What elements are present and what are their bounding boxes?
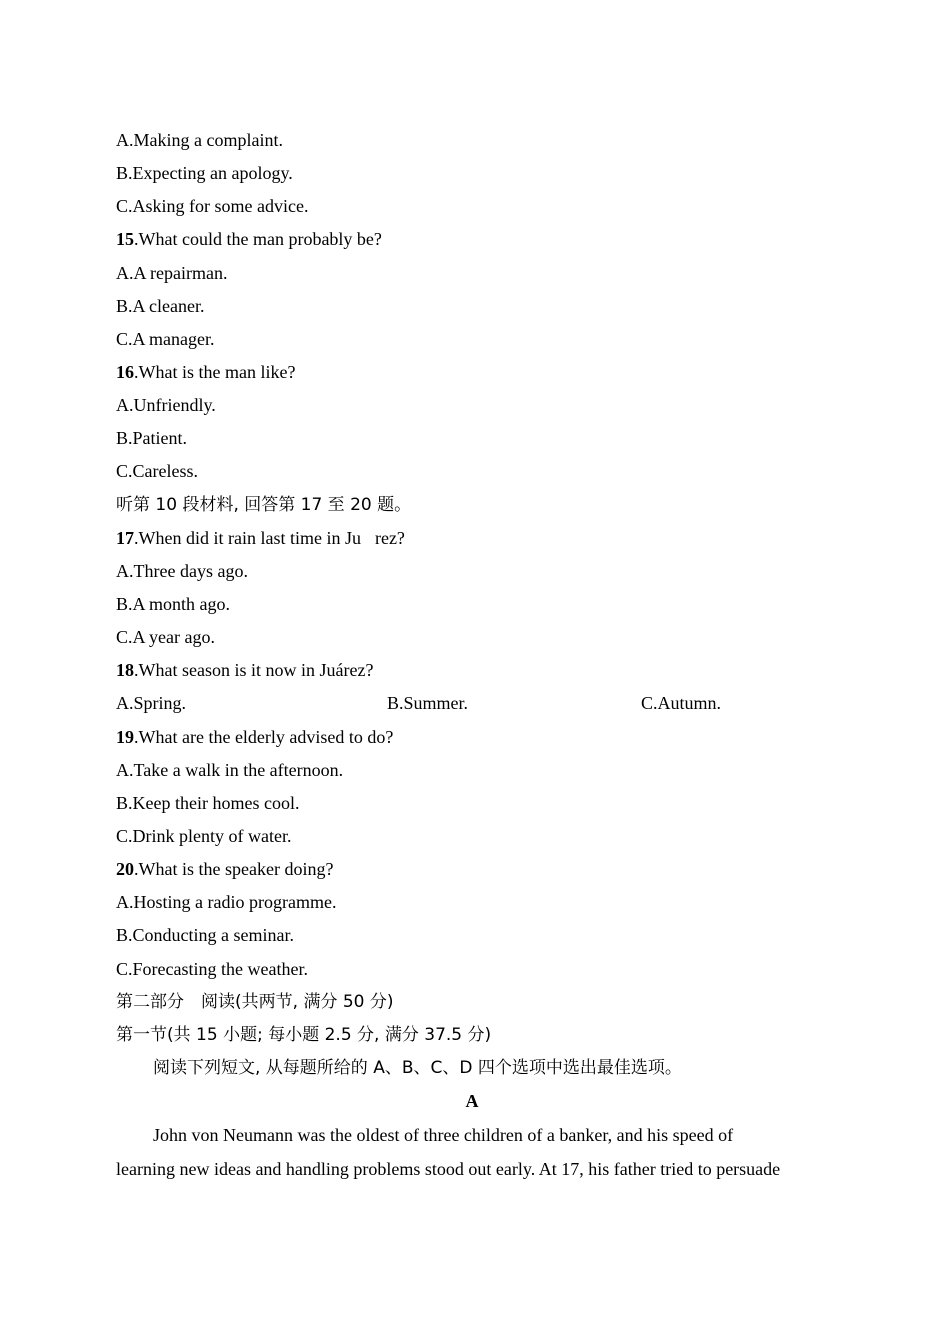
question-text: .What are the elderly advised to do? — [134, 726, 394, 747]
option-17b: B.A month ago. — [116, 593, 231, 614]
option-20b: B.Conducting a seminar. — [116, 925, 294, 946]
option-15c: C.A manager. — [116, 328, 215, 349]
question-15 — [116, 223, 828, 256]
option-15b: B.A cleaner. — [116, 295, 205, 316]
option-17c: C.A year ago. — [116, 627, 215, 648]
passage-line-2: learning new ideas and handling problems stood out early. At 17, his father tried to persuade — [116, 1159, 781, 1180]
passage-line-1: John von Neumann was the oldest of three children of a banker, and his speed of — [153, 1125, 734, 1146]
question-text: .What season is it now in Juárez? — [134, 660, 374, 681]
part-2-heading: 第二部分 阅读(共两节, 满分 50 分) — [116, 991, 394, 1012]
section-1-heading: 第一节(共 15 小题; 每小题 2.5 分, 满分 37.5 分) — [116, 1024, 492, 1045]
reading-instruction: 阅读下列短文, 从每题所给的 A、B、C、D 四个选项中选出最佳选项。 — [153, 1057, 682, 1078]
question-20 — [116, 853, 828, 886]
question-16 — [116, 356, 828, 389]
question-number: 16 — [116, 361, 134, 382]
question-text: .What is the man like? — [134, 361, 296, 382]
option-18b: B.Summer. — [387, 693, 469, 714]
passage-paragraph — [116, 1118, 828, 1186]
question-number: 19 — [116, 726, 134, 747]
option-14b: B.Expecting an apology. — [116, 163, 293, 184]
options-18-row — [116, 687, 828, 720]
option-15a: A.A repairman. — [116, 262, 228, 283]
option-18c: C.Autumn. — [641, 693, 722, 714]
option-19c: C.Drink plenty of water. — [116, 825, 292, 846]
option-14c: C.Asking for some advice. — [116, 196, 309, 217]
option-17a: A.Three days ago. — [116, 560, 248, 581]
question-19 — [116, 721, 828, 754]
question-number: 15 — [116, 229, 134, 250]
option-16b: B.Patient. — [116, 428, 187, 449]
passage-label: A — [465, 1091, 479, 1112]
option-16a: A.Unfriendly. — [116, 395, 216, 416]
question-text: .When did it rain last time in Ju rez? — [134, 527, 405, 548]
question-17 — [116, 522, 828, 555]
question-number: 18 — [116, 660, 134, 681]
section-10-heading: 听第 10 段材料, 回答第 17 至 20 题。 — [116, 494, 412, 515]
option-16c: C.Careless. — [116, 461, 198, 482]
question-number: 20 — [116, 859, 134, 880]
question-text: .What is the speaker doing? — [134, 859, 334, 880]
option-20a: A.Hosting a radio programme. — [116, 892, 337, 913]
option-14a: A.Making a complaint. — [116, 130, 283, 150]
option-19a: A.Take a walk in the afternoon. — [116, 759, 344, 780]
question-number: 17 — [116, 527, 134, 548]
question-text: .What could the man probably be? — [134, 229, 382, 250]
option-19b: B.Keep their homes cool. — [116, 792, 300, 813]
document-page — [116, 124, 828, 1186]
question-18 — [116, 654, 828, 687]
option-18a: A.Spring. — [116, 693, 187, 714]
option-20c: C.Forecasting the weather. — [116, 958, 308, 979]
